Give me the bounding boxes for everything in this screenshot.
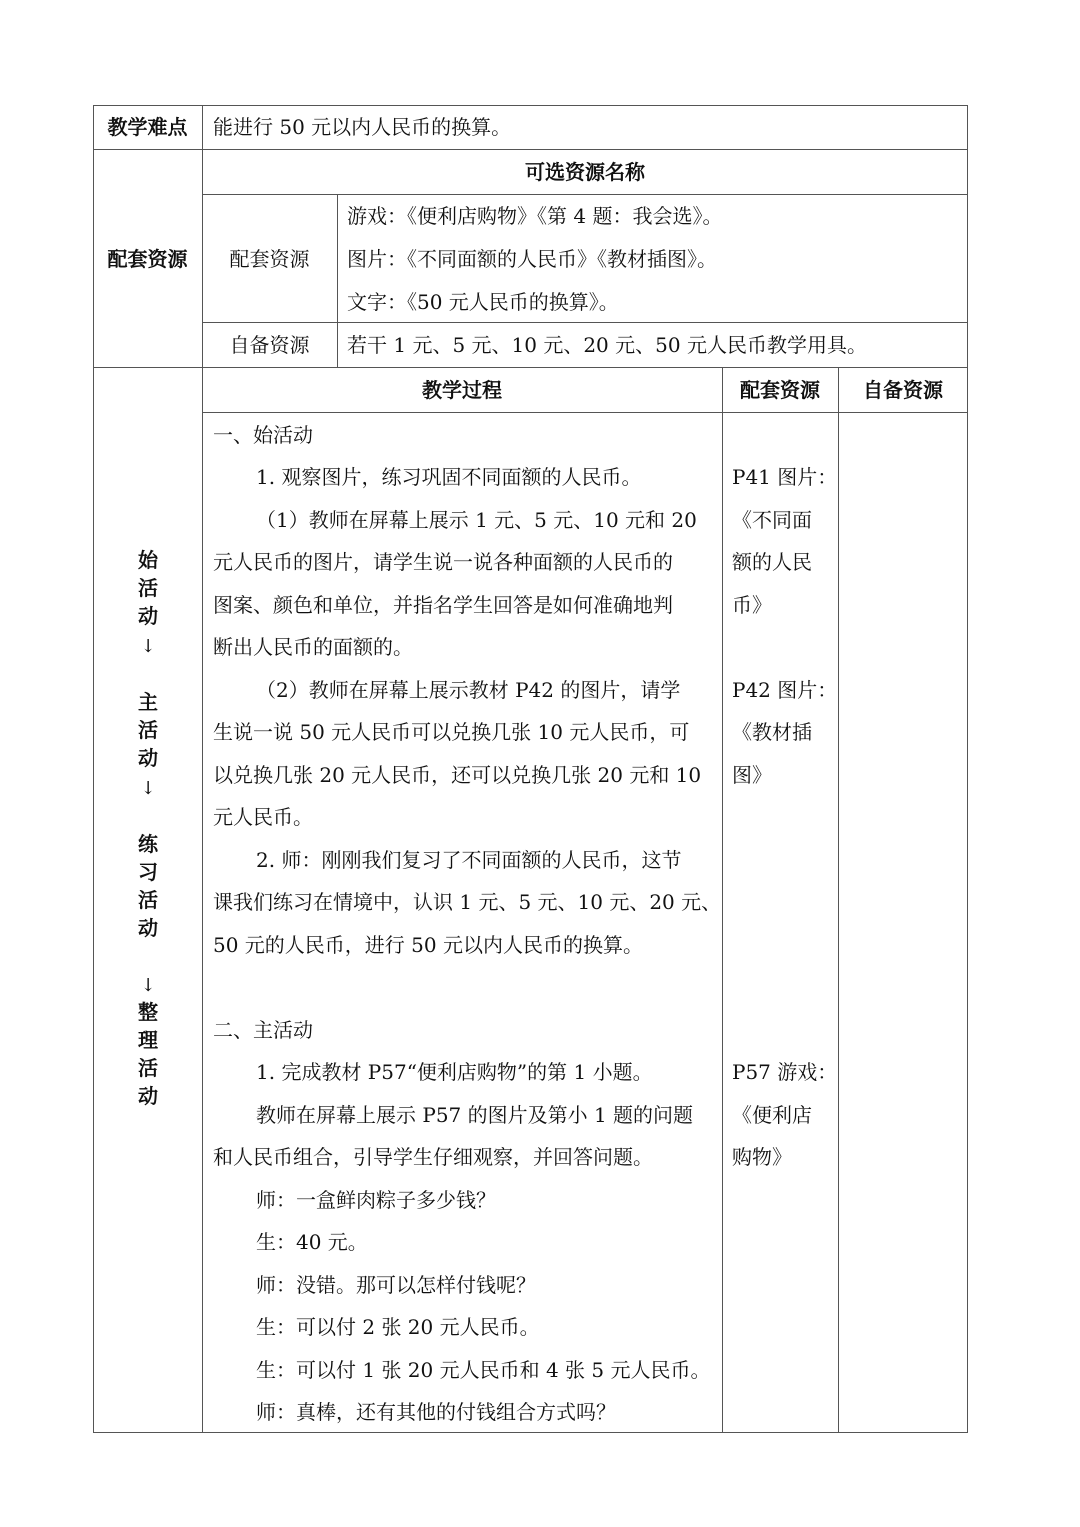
sidebar-char: 理 <box>138 1028 158 1052</box>
resource-note: 《教材插 <box>732 720 812 744</box>
supporting-resource-line: 文字：《50 元人民币的换算》。 <box>347 290 619 314</box>
row-divider <box>202 194 968 195</box>
process-header: 教学过程 <box>422 378 502 402</box>
column-divider <box>337 194 338 367</box>
process-line: 1. 观察图片，练习巩固不同面额的人民币。 <box>256 465 642 489</box>
process-line: 生说一说 50 元人民币可以兑换几张 10 元人民币，可 <box>213 720 690 744</box>
flow-arrow-icon: ↓ <box>140 975 156 996</box>
row-divider <box>202 322 968 323</box>
sidebar-char: 动 <box>138 1084 158 1108</box>
difficulty-text: 能进行 50 元以内人民币的换算。 <box>213 115 512 139</box>
self-resources-text: 若干 1 元、5 元、10 元、20 元、50 元人民币教学用具。 <box>347 333 867 357</box>
lesson-plan-table <box>93 105 968 1433</box>
supporting-resource-line: 图片：《不同面额的人民币》《教材插图》。 <box>347 247 717 271</box>
process-line: 图案、颜色和单位，并指名学生回答是如何准确地判 <box>213 593 673 617</box>
sidebar-char: 主 <box>138 690 158 714</box>
sidebar-char: 活 <box>138 1056 158 1080</box>
process-line: 元人民币。 <box>213 805 313 829</box>
process-line: 以兑换几张 20 元人民币，还可以兑换几张 20 元和 10 <box>213 763 702 787</box>
resource-note: P42 图片： <box>732 678 838 702</box>
resource-note: 《便利店 <box>732 1103 812 1127</box>
sidebar-char: 动 <box>138 916 158 940</box>
process-line: （2）教师在屏幕上展示教材 P42 的图片，请学 <box>256 678 681 702</box>
resource-note: 图》 <box>732 763 772 787</box>
row-divider <box>93 149 968 150</box>
column-divider <box>202 105 203 1433</box>
process-line: 生：可以付 2 张 20 元人民币。 <box>256 1315 540 1339</box>
sidebar-char: 活 <box>138 888 158 912</box>
process-line: 师：真棒，还有其他的付钱组合方式吗？ <box>256 1400 616 1424</box>
sidebar-char: 练 <box>138 832 158 856</box>
flow-arrow-icon: ↓ <box>140 636 156 657</box>
flow-arrow-icon: ↓ <box>140 778 156 799</box>
row-divider <box>202 412 968 413</box>
sidebar-char: 始 <box>138 548 158 572</box>
resource-note: P57 游戏： <box>732 1060 838 1084</box>
process-self-header: 自备资源 <box>863 378 943 402</box>
process-line: 1. 完成教材 P57“便利店购物”的第 1 小题。 <box>256 1060 653 1084</box>
row-divider <box>93 367 968 368</box>
resources-label: 配套资源 <box>107 247 188 271</box>
process-line: 教师在屏幕上展示 P57 的图片及第小 1 题的问题 <box>256 1103 694 1127</box>
process-line: 师：一盒鲜肉粽子多少钱？ <box>256 1188 496 1212</box>
resource-note: 《不同面 <box>732 508 812 532</box>
sidebar-char: 整 <box>138 1000 158 1024</box>
difficulty-label: 教学难点 <box>107 115 188 139</box>
resources-header: 可选资源名称 <box>525 160 645 184</box>
process-line: 师：没错。那可以怎样付钱呢？ <box>256 1273 536 1297</box>
process-line: 2. 师：刚刚我们复习了不同面额的人民币，这节 <box>256 848 682 872</box>
process-line: 生：可以付 1 张 20 元人民币和 4 张 5 元人民币。 <box>256 1358 711 1382</box>
process-line: 一、始活动 <box>213 423 313 447</box>
self-resources-label: 自备资源 <box>229 333 310 357</box>
process-line: 50 元的人民币，进行 50 元以内人民币的换算。 <box>213 933 643 957</box>
process-line: 课我们练习在情境中，认识 1 元、5 元、10 元、20 元、 <box>213 890 722 914</box>
resource-note: 额的人民 <box>732 550 812 574</box>
resource-note: P41 图片： <box>732 465 838 489</box>
column-divider <box>722 367 723 1433</box>
sidebar-char: 动 <box>138 746 158 770</box>
sidebar-char: 活 <box>138 718 158 742</box>
process-line: 二、主活动 <box>213 1018 313 1042</box>
column-divider <box>838 367 839 1433</box>
sidebar-char: 动 <box>138 604 158 628</box>
resource-note: 购物》 <box>732 1145 792 1169</box>
supporting-resources-label: 配套资源 <box>229 247 310 271</box>
resource-note: 币》 <box>732 593 772 617</box>
process-line: 和人民币组合，引导学生仔细观察，并回答问题。 <box>213 1145 653 1169</box>
process-line: 断出人民币的面额的。 <box>213 635 413 659</box>
supporting-resource-line: 游戏：《便利店购物》《第 4 题：我会选》。 <box>347 204 723 228</box>
sidebar-char: 活 <box>138 576 158 600</box>
process-supporting-header: 配套资源 <box>740 378 820 402</box>
process-line: （1）教师在屏幕上展示 1 元、5 元、10 元和 20 <box>256 508 697 532</box>
sidebar-char: 习 <box>138 860 158 884</box>
process-line: 元人民币的图片，请学生说一说各种面额的人民币的 <box>213 550 673 574</box>
process-line: 生：40 元。 <box>256 1230 368 1254</box>
